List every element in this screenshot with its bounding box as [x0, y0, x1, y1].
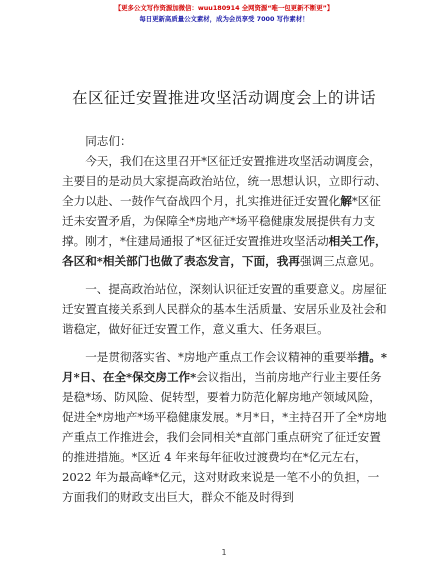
paragraph-1-bold-a: 解	[340, 194, 352, 208]
banner-line-1: 【更多公文写作资源加微信：wuu180914 全网资源“唯一包更新不断更”】	[114, 4, 334, 12]
paragraph-1-text-c: 强调三点意见。	[299, 254, 382, 268]
page-number: 1	[221, 548, 227, 557]
banner-line-2: 每日更新高质量公文素材，成为会员享受 7000 写作素材！	[139, 15, 309, 23]
paragraph-2: 一、提高政治站位，深刻认识征迁安置的重要意义。房屋征迁安置直接关系到人民群众的基本生活质量、安居乐业及社会和谐稳定，做好征迁安置工作，意义重大、任务艰巨。	[62, 282, 387, 336]
paragraph-3-text-a: 一是贯彻落实省、*房地产重点工作会议精神的重要举	[85, 350, 358, 364]
greeting: 同志们：	[85, 134, 132, 148]
document-title: 在区征迁安置推进攻坚活动调度会上的讲话	[71, 89, 376, 107]
paragraph-3	[62, 347, 388, 507]
paragraph-1-bold-b: 相关工作，各区和*相关部门也做了表态发言，下面，我再	[62, 234, 387, 268]
promo-banner	[0, 4, 448, 24]
paragraph-1-text-b: *区征迁未安置矛盾，为保障全*房地产*场平稳健康发展提供有力支撑。刚才，*住建局通报了*区征迁安置推进攻坚活动	[62, 194, 381, 248]
paragraph-1-text-a: 今天，我们在这里召开*区征迁安置推进攻坚活动调度会，主要目的是动员大家提高政治站位，统一思想认识，立即行动、全力以赴、一鼓作气奋战四个月，扎实推进征迁安置化	[62, 154, 387, 208]
document-body	[62, 131, 388, 507]
paragraph-3-bold: 措。*月*日、在全*保交房工作*	[62, 350, 387, 384]
paragraph-1	[62, 151, 388, 271]
paragraph-3-text-b: 会议指出，当前房地产行业主要任务是稳*场、防风险、促转型，要着力防范化解房地产领域风险，促进全*房地产*场平稳健康发展。*月*日，*主持召开了全*房地产重点工作推进会，我们会同相关*直部门重点研究了征迁安置的推进措施。*区近 4 年来每年征收过渡费均在*亿元左右，2022 年为最高峰*亿元，这对财政来说是一笔不小的负担，一方面我们的财政支出巨大，群众不能及时得到	[62, 370, 387, 504]
